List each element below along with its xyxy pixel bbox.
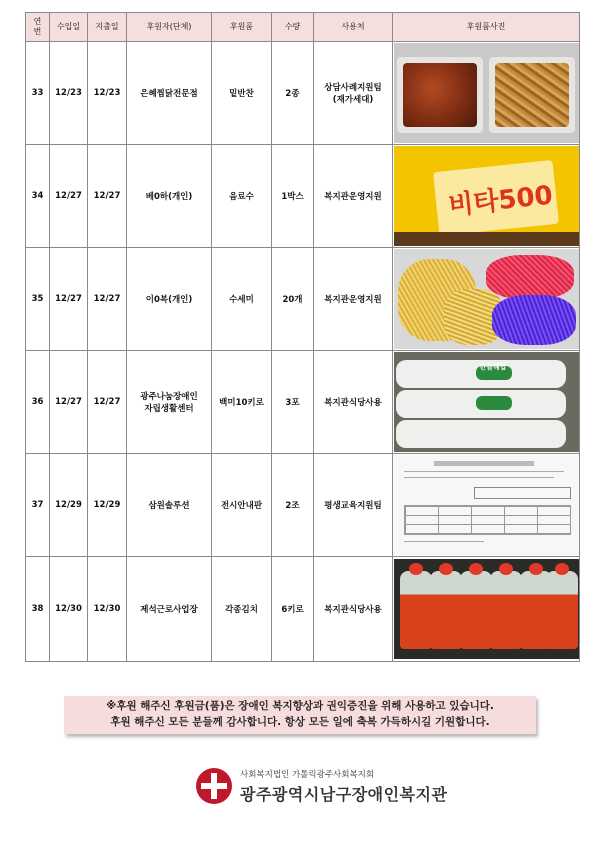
notice-line2: 후원 해주신 모든 분들께 감사합니다. 항상 모든 일에 축복 가득하시길 기원합니다. [110, 716, 490, 728]
header-no [26, 13, 50, 42]
org-subtitle: 사회복지법인 가톨릭광주사회복지회 [240, 770, 375, 780]
cell-item: 수세미 [212, 248, 272, 351]
header-received-date: 수입일 [50, 13, 88, 42]
header-quantity: 수량 [272, 13, 314, 42]
cell-donor: 이0복(개인) [127, 248, 212, 351]
cell-photo [393, 351, 580, 454]
header-no-line1: 연 [33, 17, 42, 26]
cell-received: 12/27 [50, 248, 88, 351]
cell-photo [393, 145, 580, 248]
cell-no: 33 [26, 42, 50, 145]
cell-item: 각종김치 [212, 557, 272, 662]
cell-no: 38 [26, 557, 50, 662]
cell-quantity: 2조 [272, 454, 314, 557]
cell-quantity: 2종 [272, 42, 314, 145]
table-row [26, 557, 580, 662]
header-item: 후원품 [212, 13, 272, 42]
cell-item: 음료수 [212, 145, 272, 248]
cell-no: 37 [26, 454, 50, 557]
header-spent-date: 지출일 [88, 13, 127, 42]
scrubber-photo [394, 249, 579, 349]
cell-received: 12/30 [50, 557, 88, 662]
cell-usage: 복지관식당사용 [314, 557, 393, 662]
donor-line2: 자립생활센터 [144, 404, 194, 414]
header-usage: 사용처 [314, 13, 393, 42]
cell-item: 밑반찬 [212, 42, 272, 145]
cell-spent: 12/27 [88, 145, 127, 248]
cell-donor: 삼원솔루션 [127, 454, 212, 557]
drink-box-photo [394, 146, 579, 246]
cell-no: 36 [26, 351, 50, 454]
cell-spent: 12/23 [88, 42, 127, 145]
cell-received: 12/23 [50, 42, 88, 145]
usage-line2: (재가세대) [332, 95, 374, 105]
footer-logo [196, 768, 448, 828]
cell-item: 전시안내판 [212, 454, 272, 557]
donor-line1: 광주나눔장애인 [140, 392, 198, 402]
cell-usage [314, 42, 393, 145]
thank-you-notice [64, 696, 536, 734]
cell-quantity: 6키로 [272, 557, 314, 662]
cell-spent: 12/29 [88, 454, 127, 557]
cell-donor [127, 351, 212, 454]
cell-received: 12/29 [50, 454, 88, 557]
receipt-photo [394, 455, 579, 555]
cell-photo [393, 248, 580, 351]
notice-line1: ※후원 해주신 후원금(품)은 장애인 복지향상과 권익증진을 위해 사용하고 있습니다. [106, 700, 494, 712]
cell-spent: 12/30 [88, 557, 127, 662]
cell-spent: 12/27 [88, 351, 127, 454]
cell-spent: 12/27 [88, 248, 127, 351]
rice-sack-photo [394, 352, 579, 452]
table-row [26, 248, 580, 351]
catholic-cross-logo-icon [196, 768, 232, 804]
table-row [26, 42, 580, 145]
rice-brand-text: 한들해밥 [479, 363, 507, 371]
table-header-row [26, 13, 580, 42]
cell-quantity: 3포 [272, 351, 314, 454]
cell-quantity: 20개 [272, 248, 314, 351]
org-name: 광주광역시남구장애인복지관 [240, 785, 448, 804]
cell-no: 34 [26, 145, 50, 248]
cell-received: 12/27 [50, 351, 88, 454]
usage-line1: 상담사례지원팀 [324, 83, 382, 93]
cell-donor: 제석근로사업장 [127, 557, 212, 662]
side-dish-photo [394, 43, 579, 143]
cell-received: 12/27 [50, 145, 88, 248]
cell-usage: 복지관식당사용 [314, 351, 393, 454]
drink-brand-text: 비타500 [446, 180, 554, 222]
header-donor: 후원자(단체) [127, 13, 212, 42]
cell-quantity: 1박스 [272, 145, 314, 248]
donation-table [25, 12, 580, 662]
kimchi-photo [394, 559, 579, 659]
cell-donor: 은혜찜닭전문점 [127, 42, 212, 145]
cell-usage: 복지관운영지원 [314, 145, 393, 248]
cell-photo [393, 42, 580, 145]
table-row [26, 351, 580, 454]
cell-donor: 베0하(개인) [127, 145, 212, 248]
header-no-line2: 번 [33, 27, 42, 36]
cell-photo [393, 454, 580, 557]
cell-usage: 평생교육지원팀 [314, 454, 393, 557]
cell-photo [393, 557, 580, 662]
cell-item: 백미10키로 [212, 351, 272, 454]
cell-no: 35 [26, 248, 50, 351]
table-row [26, 454, 580, 557]
header-photo: 후원품사진 [393, 13, 580, 42]
table-row [26, 145, 580, 248]
cell-usage: 복지관운영지원 [314, 248, 393, 351]
